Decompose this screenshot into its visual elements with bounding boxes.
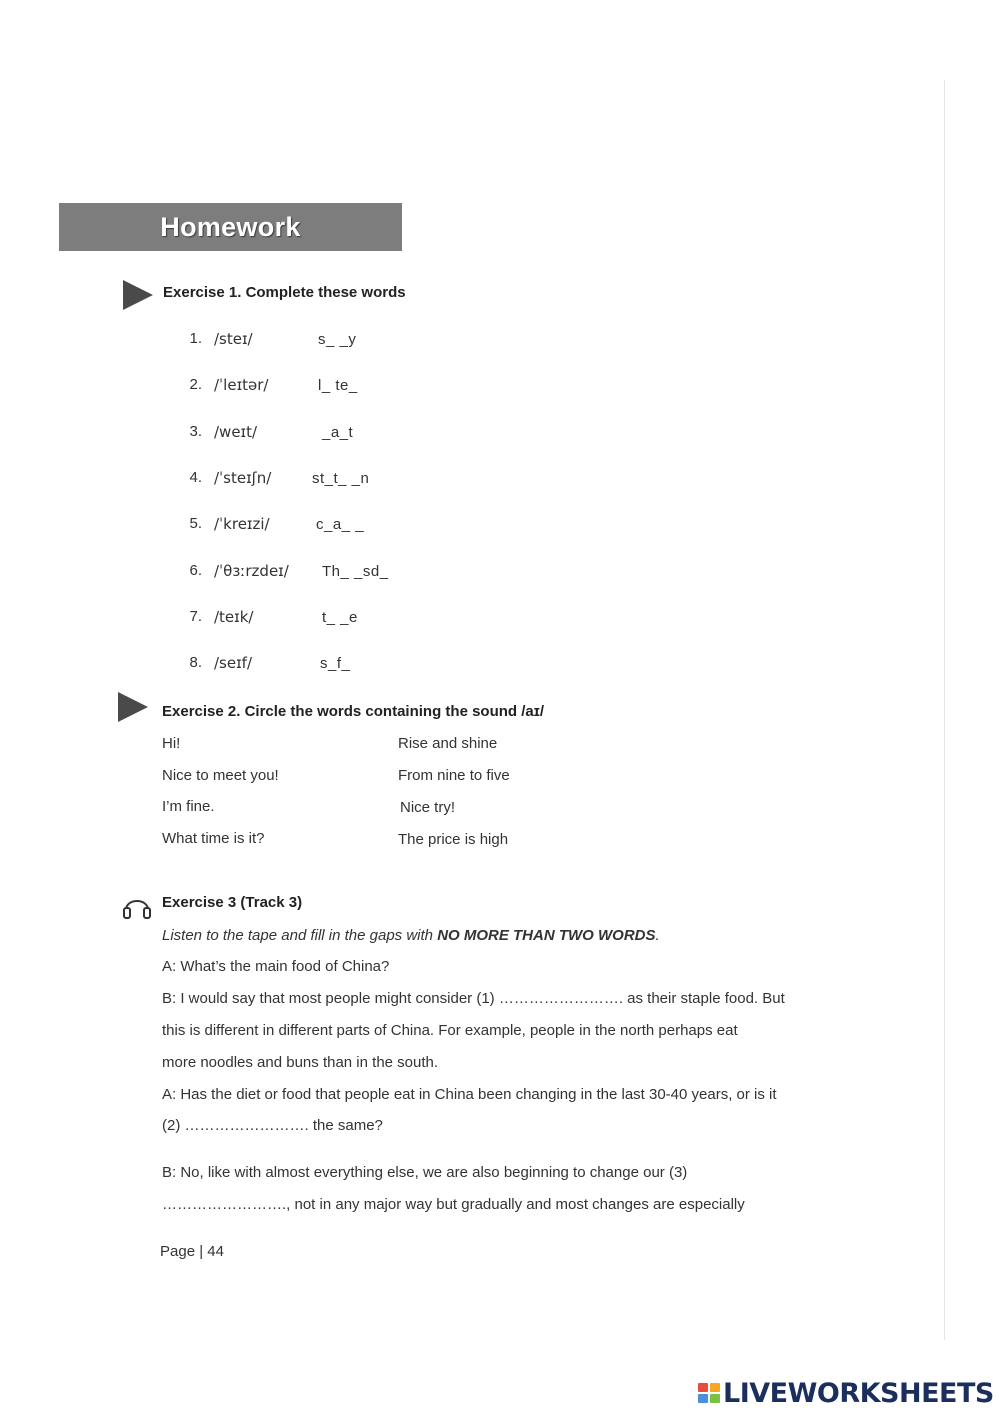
ex3-dialogue-line: B: I would say that most people might consider (1) ……………………. as their staple food. But	[162, 990, 785, 1007]
ex2-phrase-left: Nice to meet you!	[162, 767, 279, 784]
exercise1-title: Exercise 1. Complete these words	[163, 284, 406, 301]
liveworksheets-logo[interactable]	[698, 1378, 994, 1408]
logo-text: LIVEWORKSHEETS	[723, 1377, 994, 1409]
ex1-number: 3.	[189, 423, 202, 440]
homework-banner	[59, 203, 402, 251]
page-number: Page | 44	[160, 1243, 224, 1260]
ex1-ipa: /ˈθɜːrzdeɪ/	[214, 562, 289, 580]
ex2-phrase-right: Nice try!	[400, 799, 456, 816]
ex1-ipa: /teɪk/	[214, 608, 254, 626]
ex1-blank-word: Th_ _sd_	[322, 563, 389, 580]
page-edge-line	[944, 80, 945, 1340]
ex1-number: 1.	[189, 330, 202, 347]
ex3-dialogue-line: this is different in different parts of China. For example, people in the north perhaps eat	[162, 1022, 738, 1039]
ex1-number: 4.	[189, 469, 202, 486]
ex1-ipa: /ˈleɪtər/	[214, 376, 269, 394]
banner-title: Homework	[160, 211, 301, 242]
ex1-blank-word: c_a_ _	[316, 516, 365, 533]
ex2-phrase-right: The price is high	[398, 831, 509, 848]
play-arrow-icon	[123, 280, 153, 310]
ex3-dialogue-line: A: What’s the main food of China?	[162, 958, 390, 975]
ex2-phrase-right: From nine to five	[398, 767, 510, 784]
play-arrow-icon	[118, 692, 148, 722]
ex3-dialogue-line: B: No, like with almost everything else, we are also beginning to change our (3)	[162, 1164, 688, 1181]
ex1-blank-word: s_ _y	[318, 331, 357, 348]
ex2-phrase-right: Rise and shine	[398, 735, 498, 752]
ex1-blank-word: s_f_	[320, 655, 351, 672]
ex1-blank-word: t_ _e	[322, 609, 358, 626]
ex3-instruction: Listen to the tape and fill in the gaps with NO MORE THAN TWO WORDS.	[162, 927, 660, 944]
ex3-dialogue-line: (2) ……………………. the same?	[162, 1117, 383, 1134]
ex1-number: 5.	[189, 515, 202, 532]
ex1-ipa: /ˈsteɪʃn/	[214, 469, 272, 487]
ex2-phrase-left: I’m fine.	[162, 798, 215, 815]
ex1-ipa: /weɪt/	[214, 423, 258, 441]
ex2-phrase-left: Hi!	[162, 735, 181, 752]
headphones-icon	[121, 890, 153, 920]
ex3-dialogue-line: ……………………., not in any major way but gradually and most changes are especially	[162, 1196, 745, 1213]
exercise2-title: Exercise 2. Circle the words containing the sound /aɪ/	[162, 703, 545, 720]
ex1-ipa: /steɪ/	[214, 330, 253, 348]
ex1-blank-word: l_ te_	[318, 377, 358, 394]
ex1-number: 6.	[189, 562, 202, 579]
ex3-dialogue-line: more noodles and buns than in the south.	[162, 1054, 439, 1071]
ex1-blank-word: _a_t	[322, 424, 354, 441]
ex1-ipa: /ˈkreɪzi/	[214, 515, 270, 533]
ex3-dialogue-line: A: Has the diet or food that people eat in China been changing in the last 30-40 years, or is it	[162, 1086, 777, 1103]
exercise3-title: Exercise 3 (Track 3)	[162, 894, 303, 911]
ex1-number: 7.	[189, 608, 202, 625]
logo-squares-icon	[698, 1383, 720, 1403]
ex1-number: 2.	[189, 376, 202, 393]
ex1-blank-word: st_t_ _n	[312, 470, 370, 487]
ex1-ipa: /seɪf/	[214, 654, 253, 672]
ex1-number: 8.	[189, 654, 202, 671]
ex2-phrase-left: What time is it?	[162, 830, 265, 847]
